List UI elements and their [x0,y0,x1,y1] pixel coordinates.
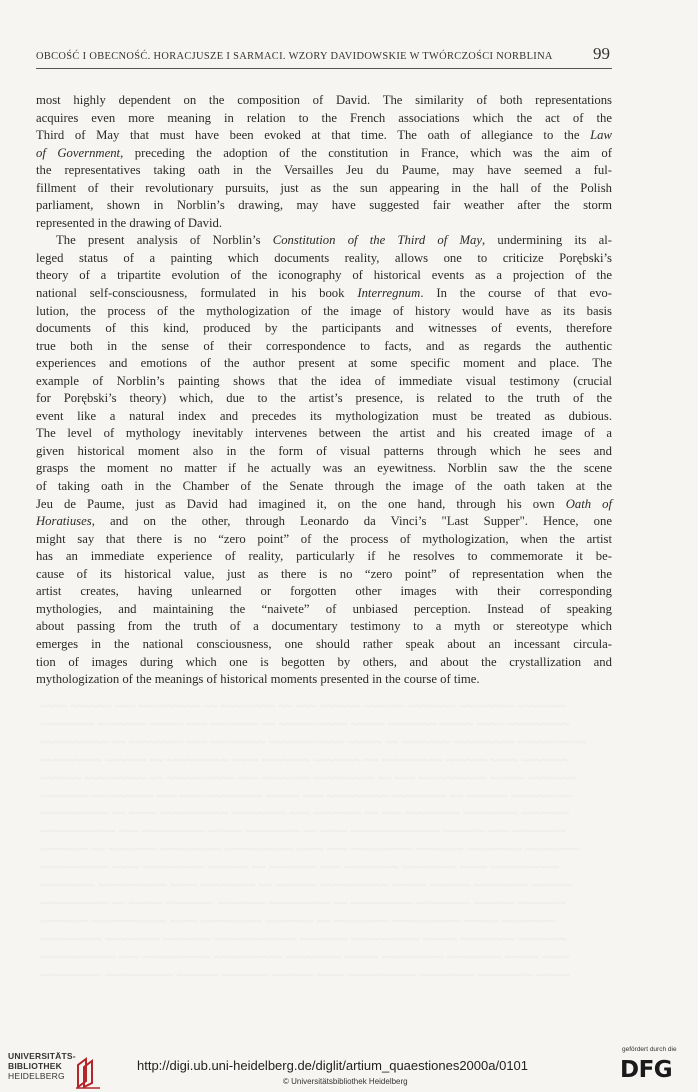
italic-title: Oath of [565,496,612,511]
text-line: mythologies, and maintaining the “naivete” of unbiased perception. Instead of speaking [36,601,612,616]
text-line: parliament, shown in Norblin’s drawing, may have suggested fair weather after the storm [36,198,612,213]
library-emblem-icon [74,1055,104,1089]
running-header [36,44,612,69]
text-line: about passing from the truth of a documentary testimony to a myth or stereotype which [36,619,612,634]
show-through-texture: ~~~~ ~~~~~~ ~~~ ~~~~~~~~~ ~~ ~~~~~~~~ ~~ ~~~ ~~~~~~ ~~~~~~ ~~~~~~~ ~~~~~~~~ ~~~~~~~ ~~~~~~~~ ~~~~~~~ ~~~~~ ~~~ ~~~~~~~ ~~ ~~~~~~~~~~ ~~~~~ ~~~~~~~ ~~~~~ ~~~~ ~~~~~~~~~ ~~~~~~~~~~ ~~ ~~~~~~~~ ~~~ ~~~~~~~~ ~~~~~~~~~~~ ~~~~~ ~~ ~~~~~~~ ~~~~~~~~~ ~~~~~~~~~~ ~~~~~~~~~ ~~~~~~ ~~ ~~~~~~~~~ ~~~~ ~~~~~~~ ~~~~~~~ ~~ ~~~~~~~~~ ~~~~~~ ~~~~ ~~~~~~~ ~~~~~~ ~~~~~~~~~ ~~ ~~~~~~~~~~ ~~~ ~~~~~~~ ~~~~~~~~~ ~~ ~~~ ~~~~~~~~~~ ~~~~~ ~~~~~~~ ~~~~~~~ ~~~~~~~~~ ~~~ ~~~~~~~~~~~~ ~~~~~ ~~~ ~~~~~~~~~ ~~~~~~~~ ~~ ~~~~~~ ~~~~~~~~~ ~~~~~~~~~~ ~~ ~~~~ ~~~~~~~~~~ ~~~~~~~~ ~~~ ~~~~~~~ ~~ ~~~ ~~~~~~~~ ~~~~~~~~ ~~~~~~~ ~~~~~~~~~~~ ~~~ ~~~~~~~~~ ~~~~~ ~~~~~~~~ ~~ ~~~~ ~~~~~~~~~~~~~ ~~~~~~ ~~~ ~~~~~~~~ ~~~~~~~ ~~ ~~~~~~~ ~~~~~~~~~ ~~~~~~~~~~ ~~~~ ~~~ ~~~~~~~~~ ~~~~~~~ ~~~~~~~~ ~~~~~~~~ ~~~~~~~~~~ ~~~~ ~~~~~~~~~ ~~~~~~ ~~ ~~~~~~~ ~~~ ~~~~~~~~ ~~~~~~~~ ~~~~ ~~~~~~~~~~ ~~~~~~~~ ~~~~~~~~~~ ~~~~ ~~~~~~~~ ~~ ~~~~~~ ~~~~~~~~~~ ~~~~~ ~~~~~~ ~~~~~~~~ ~~~~~~ ~~~~~~~~~~ ~~ ~~~~~ ~~~~~~~ ~~~~~~~ ~~~~~~~~~ ~~ ~~~~~~~~~ ~~~~~~~~ ~~~~~~ ~~~~~~~ ~~~~~~~ ~~~~~~~~~~~ ~~~~ ~~~~~~~~~ ~~~~~~~ ~~ ~~~~~~~~ ~~~~~~~~~~ ~~~~~ ~~~~~~~~ ~~~~~~~~~ ~~~~~~~~ ~~~~~~~ ~~~~~~~~~~~~ ~~~~~~~ ~~~~~~~~~~ ~~~~~ ~~~~~~~~ ~~~~~~~ ~~~~~~~~~~~ ~~~ ~~~~~~~~~~ ~~~~~~~~~~ ~~~~~~~~ ~~~~~ ~~~~~~~~~ ~~~~~~~~ ~~~~~ ~~~~ ~~~~~~~~~ ~~~~~~~~~~ ~~~~~~ ~~~~~~~ ~~~~~~ ~~~~ ~~~~~~~~~~ ~~~~~~~~ ~~~~~~~~ ~~~~~ [40,699,587,982]
text-line: acquires even more meaning in relation to the French associations which the act of the [36,110,612,125]
text-line: Third of May that must have been evoked at that time. The oath of allegiance to the Law [36,128,612,143]
text-line: given historical moment also in the form of visual patterns through which he sees and [36,443,612,458]
text-line: Horatiuses, and on the other, through Leonardo da Vinci’s "Last Supper". Hence, one [36,514,612,529]
text-line: The level of mythology inevitably intervenes between the artist and his created image of a [36,426,612,441]
text-line: emerges in the national consciousness, one should rather speak about an incessant circula- [36,636,612,651]
body-text [36,92,612,689]
text-line: the representatives taking oath in the Versailles Jeu du Paume, may have seemed a ful- [36,163,612,178]
text-line: national self-consciousness, formulated in his book Interregnum. In the course of that evo- [36,286,612,301]
text-line: fillment of their revolutionary pursuits, just as the sun appearing in the hall of the Polish [36,180,612,195]
italic-title: Constitution of the Third of May [272,233,483,248]
text-line: of Government, preceding the adoption of the constitution in France, which was the aim of [36,145,612,160]
text-line: most highly dependent on the composition of David. The similarity of both representations [36,93,612,107]
text-line: mythologization of the meanings of historical moments presented in the course of time. [36,672,480,687]
italic-title: Law [590,128,612,143]
library-name-line-2: BIBLIOTHEK [8,1061,62,1071]
library-city: HEIDELBERG [8,1071,65,1081]
dfg-logo-text: DFG [620,1057,673,1083]
text-line: documents of this kind, produced by the participants and witnesses of events, therefore [36,321,612,336]
text-line: lution, the process of the mythologization of the image of history would have as its basis [36,303,612,318]
italic-title: Horatiuses [36,514,92,529]
text-line: artist creates, having unlearned or forgotten other images with their corresponding [36,584,612,599]
text-line: for Porębski’s theory) which, due to the artist’s presence, is related to the truth of the [36,391,612,406]
source-url-link[interactable]: http://digi.ub.uni-heidelberg.de/diglit/artium_quaestiones2000a/0101 [137,1058,529,1073]
text-line: cause of its historical value, just as there is no “zero point” of representation when the [36,566,612,581]
text-line: event like a natural index and precedes its mythologization must be treated as dubious. [36,408,612,423]
text-line: theory of a tripartite evolution of the iconography of historical events as a projection of the [36,268,612,283]
dfg-caption: gefördert durch die [622,1046,677,1053]
text-line: leged status of a painting which documents reality, allows one to criticize Porębski’s [36,250,612,265]
italic-title: Interregnum [357,286,421,301]
text-line: Jeu de Paume, just as David had imagined it, on the one hand, through his own Oath of [36,496,612,511]
digitization-footer [0,1043,698,1092]
text-line: grasps the moment no matter if he actually was an eyewitness. Norblin saw the the scene [36,461,612,476]
text-line: might say that there is no “zero point” of the process of mythologization, when the artist [36,531,612,546]
running-title: OBCOŚĆ I OBECNOŚĆ. HORACJUSZE I SARMACI. WZORY DAVIDOWSKIE W TWÓRCZOŚCI NORBLINA [36,51,553,62]
copyright-notice: © Universitätsbibliothek Heidelberg [283,1077,408,1086]
library-name-line-1: UNIVERSITÄTS- [8,1051,76,1061]
page-number: 99 [593,44,610,63]
text-line: The present analysis of Norblin’s Constitution of the Third of May, undermining its al- [56,233,612,248]
italic-title: of Government [36,145,121,160]
text-line: of taking oath in the Chamber of the Senate through the image of the oath taken at the [36,479,612,494]
text-line: true both in the sense of their correspondence to facts, and as regards the authentic [36,338,612,353]
library-logo [8,1051,76,1081]
text-line: tion of images during which one is begotten by others, and about the crystallization and [36,654,612,669]
dfg-logo [620,1057,672,1083]
text-line: represented in the drawing of David. [36,215,223,230]
text-line: example of Norblin’s painting shows that the idea of immediate visual testimony (crucial [36,373,612,388]
text-line: has an immediate experience of reality, particularly if he resolves to commemorate it be- [36,549,612,564]
text-line: experiences and emotions of the author present at some specific moment and place. The [36,356,612,371]
